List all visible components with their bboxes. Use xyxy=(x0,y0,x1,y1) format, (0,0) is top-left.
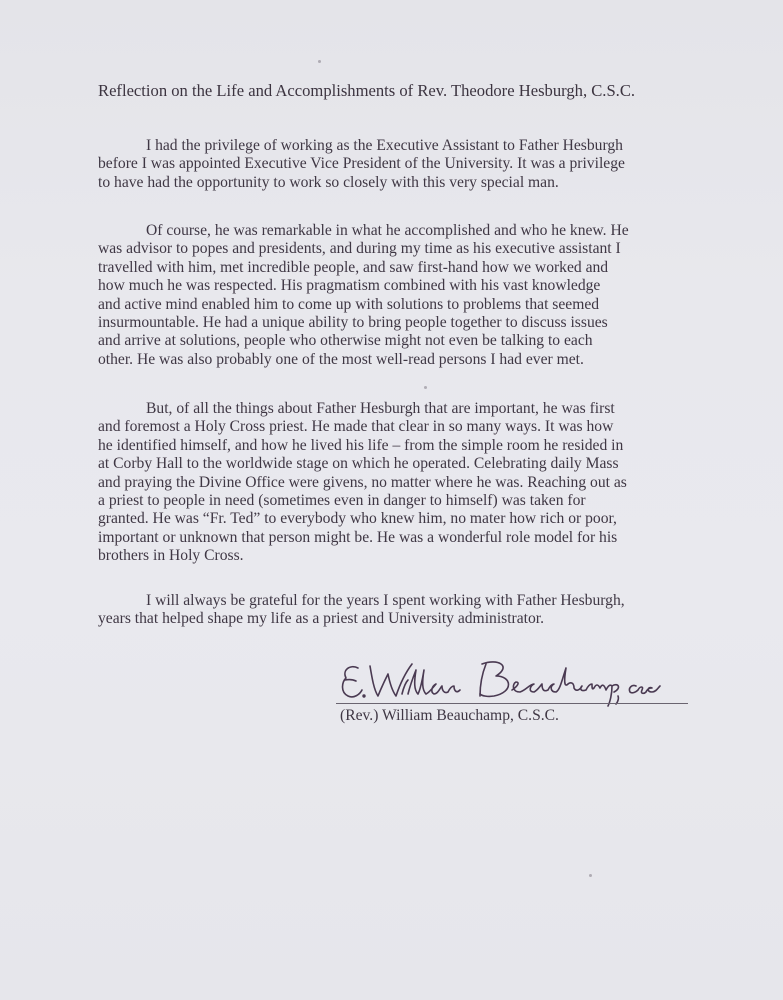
paper-speck xyxy=(589,874,592,877)
paragraph-line: I will always be grateful for the years I spent working with Father Hesburgh, xyxy=(146,592,625,609)
paragraph-line: granted. He was “Fr. Ted” to everybody who knew him, no mater how rich or poor, xyxy=(98,510,617,528)
paragraph-line: But, of all the things about Father Hesburgh that are important, he was first xyxy=(146,400,615,417)
paragraph-3 xyxy=(98,400,698,566)
letter-title: Reflection on the Life and Accomplishments of Rev. Theodore Hesburgh, C.S.C. xyxy=(98,81,636,100)
paragraph-4 xyxy=(98,592,698,629)
paragraph-line: he identified himself, and how he lived his life – from the simple room he resided in xyxy=(98,436,624,454)
paragraph-line: travelled with him, met incredible people, and saw first-hand how we worked and xyxy=(98,258,609,276)
paragraph-line: how much he was respected. His pragmatism combined with his vast knowledge xyxy=(98,277,601,295)
paragraph-line: insurmountable. He had a unique ability to bring people together to discuss issues xyxy=(98,314,608,332)
paragraph-line: and active mind enabled him to come up with solutions to problems that seemed xyxy=(98,295,600,313)
paragraph-line: a priest to people in need (sometimes even in danger to himself) was taken for xyxy=(98,492,586,510)
signature-line xyxy=(336,703,688,704)
paragraph-line: Of course, he was remarkable in what he accomplished and who he knew. He xyxy=(146,222,629,239)
paper-speck xyxy=(318,60,321,63)
paragraph-line: brothers in Holy Cross. xyxy=(98,547,244,565)
paragraph-line: and foremost a Holy Cross priest. He made that clear in so many ways. It was how xyxy=(98,418,614,436)
paragraph-line: was advisor to popes and presidents, and during my time as his executive assistant I xyxy=(98,240,621,258)
paragraph-line: and arrive at solutions, people who otherwise might not even be talking to each xyxy=(98,332,593,350)
handwritten-signature xyxy=(336,656,692,708)
paragraph-line: important or unknown that person might be. He was a wonderful role model for his xyxy=(98,528,618,546)
paragraph-line: before I was appointed Executive Vice President of the University. It was a privilege xyxy=(98,155,625,173)
paragraph-line: and praying the Divine Office were givens, no matter where he was. Reaching out as xyxy=(98,473,627,491)
paragraph-1 xyxy=(98,137,698,192)
printed-signer-name: (Rev.) William Beauchamp, C.S.C. xyxy=(340,707,559,724)
paper-speck xyxy=(424,386,427,389)
paragraph-line: I had the privilege of working as the Executive Assistant to Father Hesburgh xyxy=(146,137,623,154)
paragraph-line: at Corby Hall to the worldwide stage on which he operated. Celebrating daily Mass xyxy=(98,455,619,473)
paragraph-line: other. He was also probably one of the most well-read persons I had ever met. xyxy=(98,350,584,368)
signature-block xyxy=(336,656,692,736)
paragraph-2 xyxy=(98,222,698,369)
paragraph-line: years that helped shape my life as a priest and University administrator. xyxy=(98,610,545,628)
paragraph-line: to have had the opportunity to work so closely with this very special man. xyxy=(98,173,559,191)
